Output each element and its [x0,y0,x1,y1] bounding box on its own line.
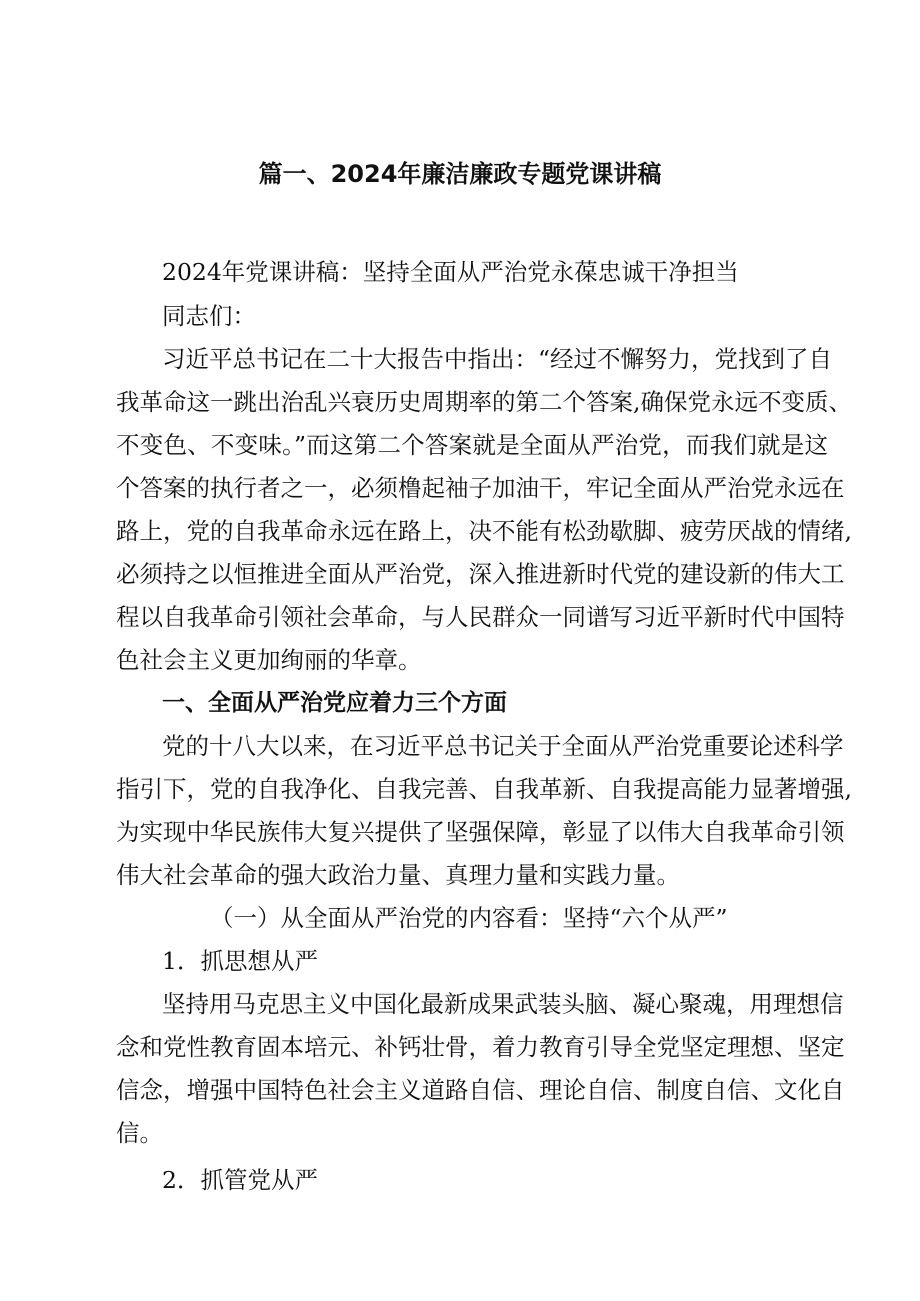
section-heading: 一、全面从严治党应着力三个方面 [162,690,507,716]
paragraph-line: 我革命这一跳出治乱兴衰历史周期率的第二个答案,确保党永远不变质、 [116,388,852,416]
document-subtitle: 2024年党课讲稿：坚持全面从严治党永葆忠诚干净担当 [162,258,739,286]
paragraph-line: 坚持用马克思主义中国化最新成果武装头脑、凝心聚魂，用理想信 [162,990,844,1018]
paragraph-line: 路上，党的自我革命永远在路上，决不能有松劲歇脚、疲劳厌战的情绪, [116,517,852,545]
subsection-heading: （一）从全面从严治党的内容看：坚持“六个从严” [210,904,728,932]
item-title: 1．抓思想从严 [162,947,318,975]
document-title: 篇一、2024年廉洁廉政专题党课讲稿 [258,160,662,188]
paragraph-line: 程以自我革命引领社会革命，与人民群众一同谱写习近平新时代中国特 [116,603,845,631]
paragraph-line: 不变色、不变味。”而这第二个答案就是全面从严治党，而我们就是这 [116,431,828,459]
paragraph-line: 必须持之以恒推进全面从严治党，深入推进新时代党的建设新的伟大工 [116,560,845,588]
paragraph-line: 习近平总书记在二十大报告中指出：“经过不懈努力，党找到了自 [162,345,833,373]
paragraph-line: 伟大社会革命的强大政治力量、真理力量和实践力量。 [116,861,680,889]
item-title: 2．抓管党从严 [162,1166,318,1194]
paragraph-line: 指引下，党的自我净化、自我完善、自我革新、自我提高能力显著增强, [116,775,852,803]
paragraph-line: 为实现中华民族伟大复兴提供了坚强保障，彰显了以伟大自我革命引领 [116,818,845,846]
paragraph-line: 党的十八大以来，在习近平总书记关于全面从严治党重要论述科学 [162,732,844,760]
paragraph-line: 念和党性教育固本培元、补钙壮骨，着力教育引导全党坚定理想、坚定 [116,1033,845,1061]
paragraph-line: 信念，增强中国特色社会主义道路自信、理论自信、制度自信、文化自 [116,1076,845,1104]
salutation: 同志们： [162,302,256,330]
paragraph-line: 个答案的执行者之一，必须橹起袖子加油干，牢记全面从严治党永远在 [116,474,845,502]
paragraph-line: 色社会主义更加绚丽的华章。 [116,646,422,674]
paragraph-line: 信。 [116,1119,163,1147]
